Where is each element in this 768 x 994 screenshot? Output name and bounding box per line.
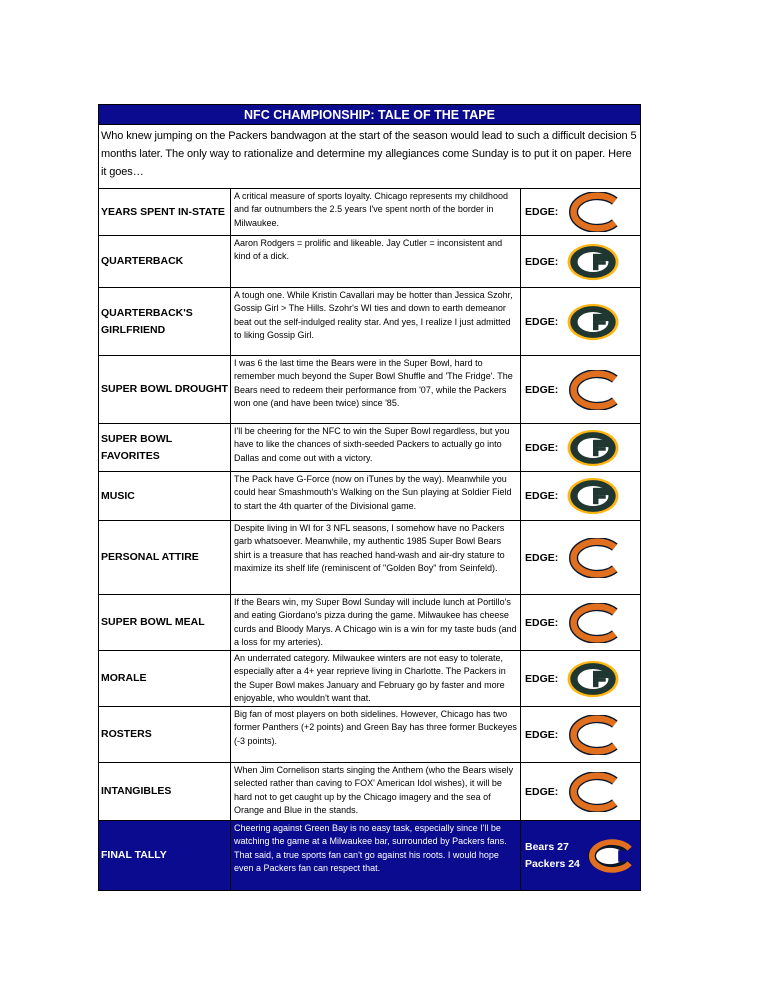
comparison-row <box>98 595 641 651</box>
category-label: INTANGIBLES <box>99 763 231 820</box>
comparison-row <box>98 521 641 595</box>
bears-logo-icon <box>565 370 621 410</box>
category-label: PERSONAL ATTIRE <box>99 521 231 594</box>
category-description: The Pack have G-Force (now on iTunes by the way). Meanwhile you could hear Smashmouth's Walking on the Sun playing at Soldier Field to start the 4th quarter of the Divisional game. <box>231 472 521 520</box>
comparison-row <box>98 424 641 472</box>
edge-cell <box>521 356 640 423</box>
intro-paragraph: Who knew jumping on the Packers bandwagon at the start of the season would lead to such a difficult decision 5 months later. The only way to rationalize and determine my allegiances come Sunday is to put it on paper. Here it goes… <box>98 125 641 189</box>
edge-label: EDGE: <box>525 728 559 741</box>
packers-logo-icon <box>565 659 621 699</box>
edge-label: EDGE: <box>525 616 559 629</box>
category-label: QUARTERBACK'S GIRLFRIEND <box>99 288 231 355</box>
edge-label: EDGE: <box>525 672 559 685</box>
edge-cell <box>521 521 640 594</box>
edge-cell <box>521 472 640 520</box>
edge-cell <box>521 651 640 706</box>
comparison-rows <box>98 189 641 821</box>
bears-logo-icon <box>565 538 621 578</box>
category-description: Despite living in WI for 3 NFL seasons, I somehow have no Packers garb whatsoever. Meanwhile, my authentic 1985 Super Bowl Bears shirt is a treasure that has reached hand-wash and air-dry stature to maximize its shelf life (reminiscent of "Golden Boy" from Seinfeld). <box>231 521 521 594</box>
comparison-row <box>98 288 641 356</box>
edge-label: EDGE: <box>525 785 559 798</box>
category-label: SUPER BOWL FAVORITES <box>99 424 231 471</box>
comparison-row <box>98 189 641 236</box>
edge-label: EDGE: <box>525 490 559 502</box>
bears-logo-icon <box>585 838 635 874</box>
comparison-row <box>98 236 641 288</box>
score-packers: Packers 24 <box>525 857 580 870</box>
packers-logo-icon <box>565 476 621 516</box>
packers-logo-icon <box>565 428 621 468</box>
edge-label: EDGE: <box>525 551 559 564</box>
edge-cell <box>521 288 640 355</box>
comparison-row <box>98 763 641 821</box>
category-description: A tough one. While Kristin Cavallari may be hotter than Jessica Szohr, Gossip Girl > The Hills. Szohr's WI ties and down to earth demeanor beat out the self-indulged reality star. And yes, I realize I just admitted to liking Gossip Girl. <box>231 288 521 355</box>
score-bears: Bears 27 <box>525 840 569 853</box>
category-label: QUARTERBACK <box>99 236 231 287</box>
final-score-cell <box>521 821 640 890</box>
category-label: MUSIC <box>99 472 231 520</box>
category-label: ROSTERS <box>99 707 231 762</box>
edge-cell <box>521 763 640 820</box>
final-tally-row <box>98 821 641 891</box>
category-label: MORALE <box>99 651 231 706</box>
comparison-row <box>98 356 641 424</box>
edge-cell <box>521 189 640 235</box>
comparison-row <box>98 651 641 707</box>
comparison-row <box>98 472 641 521</box>
category-label: SUPER BOWL MEAL <box>99 595 231 650</box>
tale-of-the-tape-sheet <box>98 104 641 891</box>
edge-cell <box>521 595 640 650</box>
packers-logo-icon <box>565 302 621 342</box>
bears-logo-icon <box>565 772 621 812</box>
sheet-title: NFC CHAMPIONSHIP: TALE OF THE TAPE <box>98 104 641 125</box>
edge-cell <box>521 707 640 762</box>
edge-cell <box>521 236 640 287</box>
edge-label: EDGE: <box>525 315 559 328</box>
edge-cell <box>521 424 640 471</box>
final-category-label: FINAL TALLY <box>99 821 231 890</box>
comparison-row <box>98 707 641 763</box>
category-description: I'll be cheering for the NFC to win the Super Bowl regardless, but you have to like the chances of sixth-seeded Packers to actually go into Dallas and come out with a victory. <box>231 424 521 471</box>
bears-logo-icon <box>565 603 621 643</box>
final-scores <box>525 839 585 873</box>
category-description: If the Bears win, my Super Bowl Sunday will include lunch at Portillo's and eating Giordano's pizza during the game. Milwaukee has cheese curds and Bloody Marys. A Chicago win is a win for my taste buds (and a loss for my arteries). <box>231 595 521 650</box>
category-description: An underrated category. Milwaukee winters are not easy to tolerate, especially after a 4+ year reprieve living in Charlotte. The Packers in the Super Bowl makes January and February go by faster and more enjoyable, who wouldn't want that. <box>231 651 521 706</box>
edge-label: EDGE: <box>525 206 559 218</box>
category-description: When Jim Cornelison starts singing the Anthem (who the Bears wisely selected rather than caving to FOX' American Idol wishes), it will be hard not to get caught up by the Chicago imagery and the sea of Orange and Blue in the stands. <box>231 763 521 820</box>
packers-logo-icon <box>565 242 621 282</box>
final-description: Cheering against Green Bay is no easy task, especially since I'll be watching the game at a Milwaukee bar, surrounded by Packers fans. That said, a true sports fan can't go against his roots. I would hope even a Packers fan can respect that. <box>231 821 521 890</box>
bears-logo-icon <box>565 192 621 232</box>
edge-label: EDGE: <box>525 255 559 268</box>
category-description: Aaron Rodgers = prolific and likeable. Jay Cutler = inconsistent and kind of a dick. <box>231 236 521 287</box>
edge-label: EDGE: <box>525 441 559 454</box>
category-description: A critical measure of sports loyalty. Chicago represents my childhood and far outnumbers the 2.5 years I've spent north of the border in Milwaukee. <box>231 189 521 235</box>
category-label: SUPER BOWL DROUGHT <box>99 356 231 423</box>
category-description: I was 6 the last time the Bears were in the Super Bowl, hard to remember much beyond the Super Bowl Shuffle and 'The Fridge'. The Bears need to redeem their performance from '07, while the Packers won one (and have been twice) since '85. <box>231 356 521 423</box>
category-label: YEARS SPENT IN-STATE <box>99 189 231 235</box>
bears-logo-icon <box>565 715 621 755</box>
edge-label: EDGE: <box>525 383 559 396</box>
category-description: Big fan of most players on both sidelines. However, Chicago has two former Panthers (+2 points) and Green Bay has three former Buckeyes (-3 points). <box>231 707 521 762</box>
